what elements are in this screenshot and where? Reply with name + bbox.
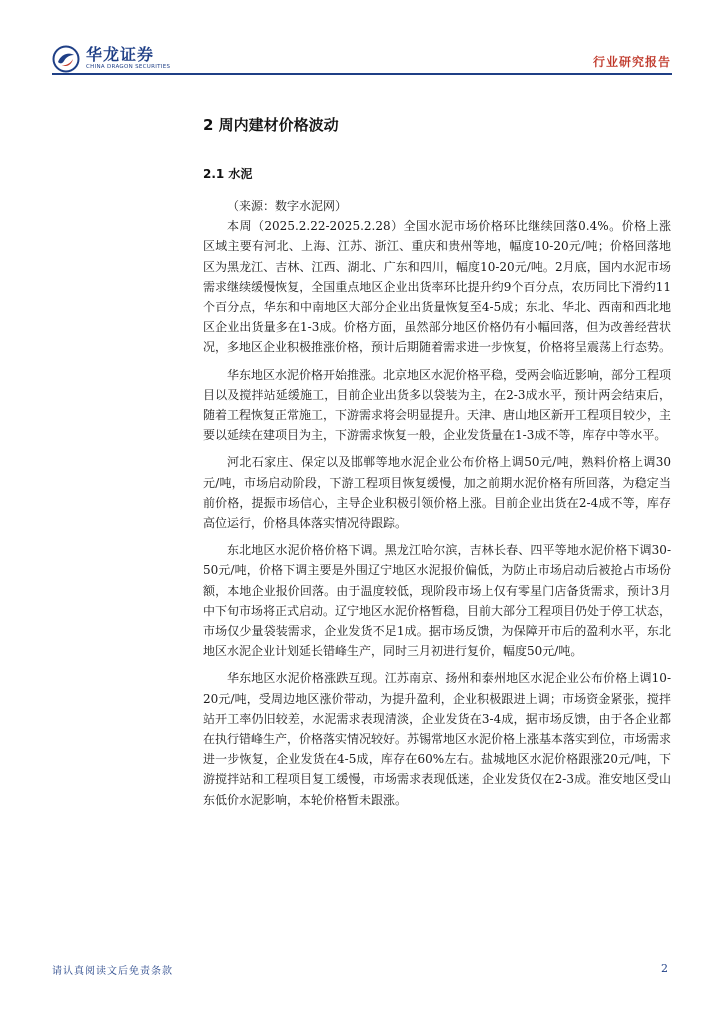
paragraph-east-china: 华东地区水泥价格涨跌互现。江苏南京、扬州和泰州地区水泥企业公布价格上调10-20元/吨，受周边地区涨价带动，为提升盈利，企业积极跟进上调；市场资金紧张，搅拌站开工率仍旧较差，水泥需求表现清淡，企业发货在3-4成，据市场反馈，由于各企业都在执行错峰生产，价格落实情况较好。苏锡常地区水泥价格上涨基本落实到位，市场需求进一步恢复，企业发货在4-5成，库存在60%左右。盐城地区水泥价格跟涨20元/吨，下游搅拌站和工程项目复工缓慢，市场需求表现低迷，企业发货仅在2-3成。淮安地区受山东低价水泥影响，本轮价格暂未跟涨。 (203, 671, 672, 807)
subsection-title: 2.1 水泥 (203, 167, 253, 181)
paragraph-hebei: 河北石家庄、保定以及邯郸等地水泥企业公布价格上调50元/吨，熟料价格上调30元/吨，市场启动阶段，下游工程项目恢复缓慢，加之前期水泥价格有所回落，为稳定当前价格，提振市场信心，主导企业积极引领价格上涨。目前企业出货在2-4成不等，库存高位运行，价格具体落实情况待跟踪。 (203, 455, 671, 531)
paragraph-national-overview: 本周（2025.2.22-2025.2.28）全国水泥市场价格环比继续回落0.4%。价格上涨区域主要有河北、上海、江苏、浙江、重庆和贵州等地，幅度10-20元/吨；价格回落地区为黑龙江、吉林、江西、湖北、广东和四川，幅度10-20元/吨。2月底，国内水泥市场需求继续缓慢恢复，全国重点地区企业出货率环比提升约9个百分点，农历同比下滑约11个百分点，华东和中南地区大部分企业出货量恢复至4-5成；东北、华北、西南和西北地区企业出货量多在1-3成。价格方面，虽然部分地区价格仍有小幅回落，但为改善经营状况，多地区企业积极推涨价格，预计后期随着需求进一步恢复，价格将呈震荡上行态势。 (203, 219, 672, 355)
dragon-logo-icon (52, 45, 80, 73)
paragraph-northeast: 东北地区水泥价格价格下调。黑龙江哈尔滨，吉林长春、四平等地水泥价格下调30-50元/吨，价格下调主要是外围辽宁地区水泥报价偏低，为防止市场启动后被抢占市场份额，本地企业报价回落。由于温度较低，现阶段市场上仅有零星门店备货需求，预计3月中下旬市场将正式启动。辽宁地区水泥价格暂稳，目前大部分工程项目仍处于停工状态，市场仅少量袋装需求，企业发货不足1成。据市场反馈，为保障开市后的盈利水平，东北地区水泥企业计划延长错峰生产，同时三月初进行复价，幅度50元/吨。 (203, 543, 672, 659)
disclaimer-text: 请认真阅读文后免责条款 (52, 966, 173, 977)
section-title: 2 周内建材价格波动 (203, 116, 339, 134)
page-footer (52, 962, 672, 976)
header-divider (52, 73, 672, 75)
company-logo (52, 44, 170, 74)
source-note: （来源：数字水泥网） (227, 199, 348, 213)
report-body (203, 110, 671, 810)
report-type-label: 行业研究报告 (592, 55, 671, 69)
page-header (0, 0, 724, 78)
logo-chinese-name: 华龙证券 (86, 45, 155, 65)
logo-english-name: CHINA DRAGON SECURITIES (86, 64, 171, 71)
page-number: 2 (661, 962, 668, 975)
paragraph-north-china: 华东地区水泥价格开始推涨。北京地区水泥价格平稳，受两会临近影响，部分工程项目以及搅拌站延缓施工，目前企业出货多以袋装为主，在2-3成水平，预计两会结束后，随着工程恢复正常施工，下游需求将会明显提升。天津、唐山地区新开工程项目较少，主要以延续在建项目为主，下游需求恢复一般，企业发货量在1-3成不等，库存中等水平。 (203, 367, 672, 443)
